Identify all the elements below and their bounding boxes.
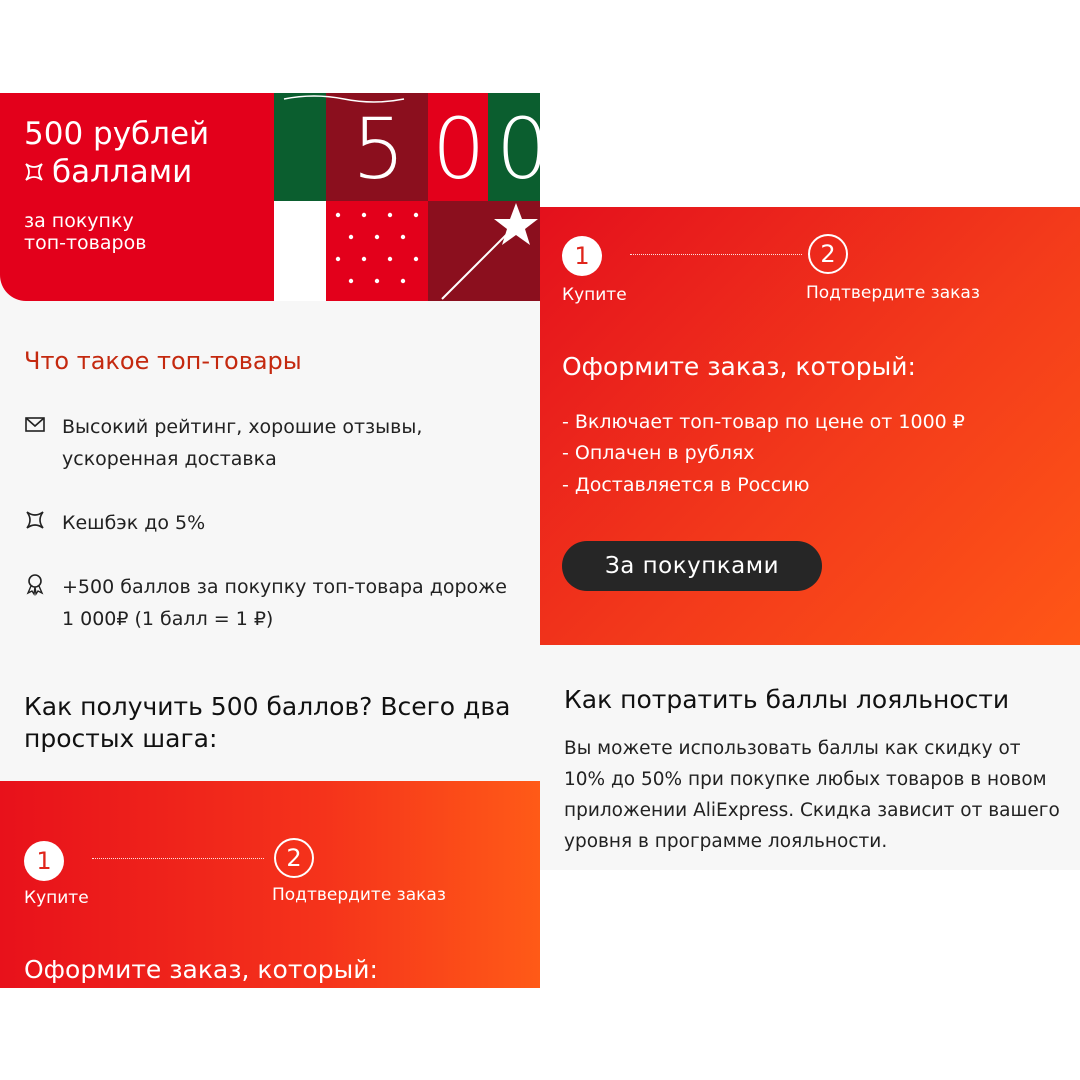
promo-subtitle-line1: за покупку xyxy=(24,210,134,232)
cashback-star-icon xyxy=(24,509,46,531)
art-tile-green xyxy=(274,93,326,201)
feature-text-line1: Кешбэк до 5% xyxy=(62,512,206,534)
how-to-get-title xyxy=(24,691,524,755)
art-tile-polka xyxy=(326,201,428,301)
steps-block-expanded xyxy=(540,207,1080,645)
steps-block xyxy=(0,781,540,988)
how-to-title-line1: Как получить 500 баллов? Всего два xyxy=(24,692,511,721)
promo-subtitle xyxy=(24,210,146,254)
step-2-label: Подтвердите заказ xyxy=(806,283,980,303)
promo-banner[interactable] xyxy=(0,93,550,301)
promo-art xyxy=(274,93,550,301)
condition-item: - Доставляется в Россию xyxy=(562,474,810,496)
spend-points-section xyxy=(540,645,1080,870)
promo-subtitle-line2: топ-товаров xyxy=(24,232,147,254)
step-2-label: Подтвердите заказ xyxy=(272,885,446,905)
art-digit-0: 0 xyxy=(432,100,486,198)
art-digit-0-2: 0 xyxy=(496,100,550,198)
spend-text-line: приложении AliExpress. Скидка зависит от вашего xyxy=(564,800,1060,821)
feature-text-line1: +500 баллов за покупку топ-товара дороже xyxy=(62,576,507,598)
step-connector xyxy=(92,858,264,859)
step-1-label: Купите xyxy=(24,888,89,908)
step-1-circle[interactable]: 1 xyxy=(24,841,64,881)
art-tile-wand xyxy=(428,201,540,301)
promo-title-line1: 500 рублей xyxy=(24,116,210,152)
how-to-title-line2: простых шага: xyxy=(24,724,218,753)
spend-text-line: 10% до 50% при покупке любых товаров в новом xyxy=(564,769,1047,790)
art-digit-5: 5 xyxy=(352,100,406,198)
left-screenshot xyxy=(0,93,550,988)
step-1-label: Купите xyxy=(562,285,627,305)
feature-text-line2: 1 000₽ (1 балл = 1 ₽) xyxy=(62,608,274,630)
award-icon xyxy=(24,573,46,595)
condition-item: - Оплачен в рублях xyxy=(562,442,755,464)
step-2-circle[interactable]: 2 xyxy=(274,838,314,878)
feature-text-line2: ускоренная доставка xyxy=(62,448,277,470)
step-1-circle[interactable]: 1 xyxy=(562,236,602,276)
top-goods-title: Что такое топ-товары xyxy=(24,347,302,375)
feature-item-rating xyxy=(24,411,524,475)
promo-title xyxy=(24,115,209,191)
spend-points-text xyxy=(564,733,1064,857)
points-icon xyxy=(24,153,44,191)
order-title: Оформите заказ, который: xyxy=(24,955,378,984)
feature-item-cashback xyxy=(24,507,524,539)
spend-points-title: Как потратить баллы лояльности xyxy=(564,685,1010,714)
step-connector xyxy=(630,254,802,255)
envelope-icon xyxy=(24,413,46,435)
go-shopping-button[interactable]: За покупками xyxy=(562,541,822,591)
promo-title-line2: баллами xyxy=(52,154,193,190)
order-title: Оформите заказ, который: xyxy=(562,352,916,381)
feature-item-bonus xyxy=(24,571,524,635)
art-tile-white xyxy=(274,201,326,301)
condition-item: - Включает топ-товар по цене от 1000 ₽ xyxy=(562,411,965,433)
spend-text-line: Вы можете использовать баллы как скидку от xyxy=(564,738,1021,759)
step-2-circle[interactable]: 2 xyxy=(808,234,848,274)
feature-text-line1: Высокий рейтинг, хорошие отзывы, xyxy=(62,416,423,438)
spend-text-line: уровня в программе лояльности. xyxy=(564,831,888,852)
